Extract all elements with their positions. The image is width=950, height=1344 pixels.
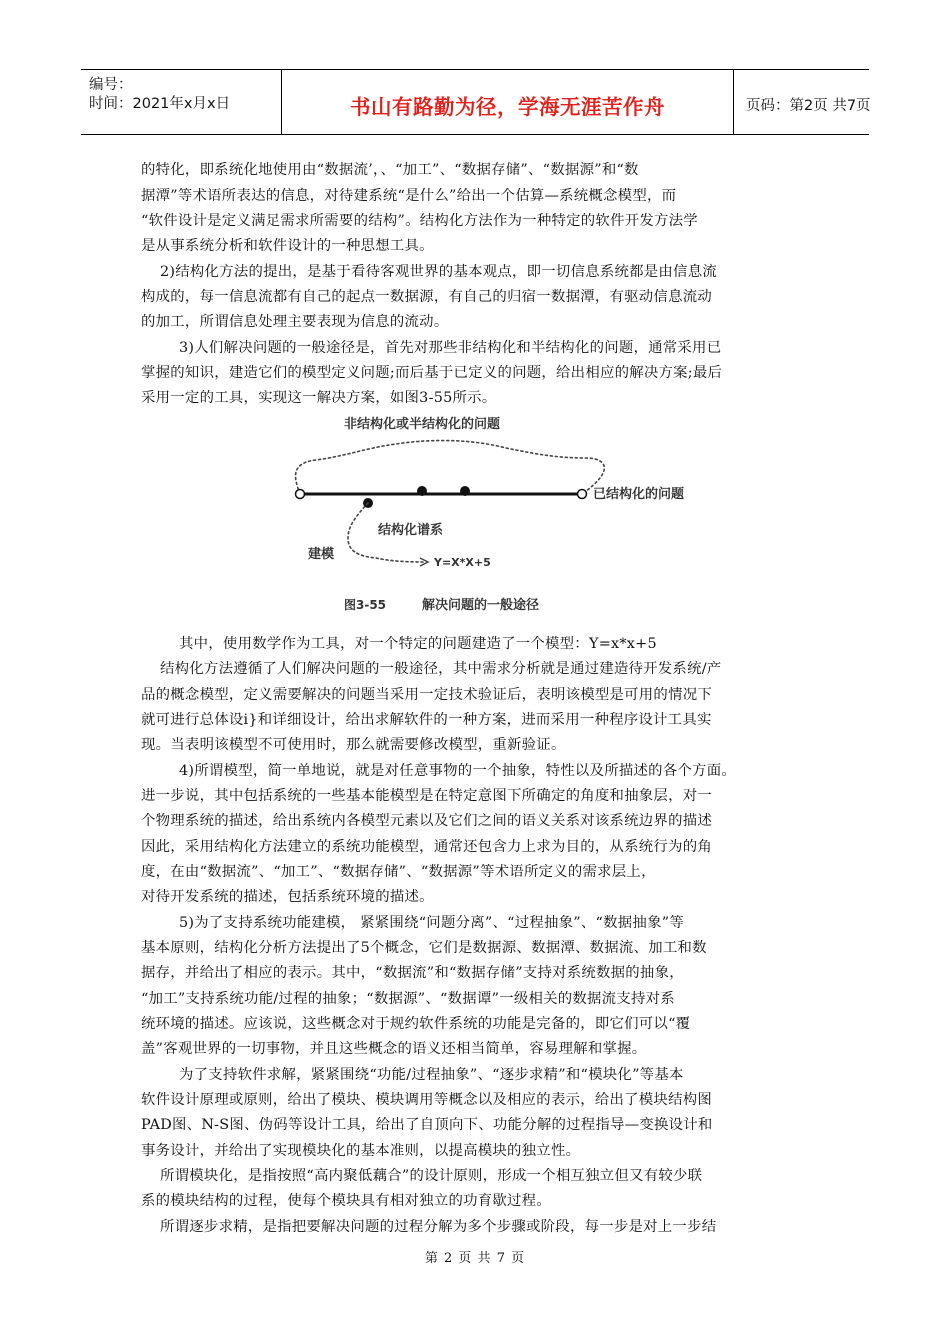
- doc-time-label: 时间：2021年x月x日: [89, 96, 231, 112]
- body-line: 5)为了支持系统功能建模， 紧紧围绕“问题分离”、“过程抽象”、“数据抽象”等: [179, 915, 684, 931]
- body-line: 是从事系统分析和软件设计的一种思想工具。: [141, 238, 434, 254]
- body-line: 其中，使用数学作为工具，对一个特定的问题建造了一个模型：Y=x*x+5: [179, 636, 657, 652]
- body-line: 品的概念模型，定义需要解决的问题当采用一定技术验证后，表明该模型是可用的情况下: [141, 687, 712, 703]
- body-line: 3)人们解决问题的一般途径是，首先对那些非结构化和半结构化的问题，通常采用已: [179, 340, 722, 356]
- body-line: 事务设计，并给出了实现模块化的基本准则，以提高模块的独立性。: [141, 1143, 581, 1159]
- body-line: 进一步说，其中包括系统的一些基本能模型是在特定意图下所确定的角度和抽象层，对一: [141, 788, 712, 804]
- start-node: [296, 490, 305, 499]
- body-line: 盖”客观世界的一切事物，并且这些概念的语义还相当简单，容易理解和掌握。: [141, 1041, 647, 1057]
- header-motto: 书山有路勤为径，学海无涯苦作舟: [350, 95, 665, 119]
- body-line: 就可进行总体设i}和详细设计，给出求解软件的一种方案，进而采用一种程序设计工具实: [141, 712, 712, 728]
- body-line: 基本原则，结构化分析方法提出了5个概念，它们是数据源、数据潭、数据流、加工和数: [141, 940, 707, 956]
- body-line: 的加工，所谓信息处理主要表现为信息的流动。: [141, 314, 449, 330]
- body-line: 据存，并给出了相应的表示。其中，“数据流”和“数据存储”支持对系统数据的抽象，: [141, 965, 684, 981]
- body-line: 软件设计原理或原则，给出了模块、模块调用等概念以及相应的表示，给出了模块结构图: [141, 1092, 712, 1108]
- label-structured: 已结构化的问题: [593, 487, 685, 502]
- body-line: 掌握的知识，建造它们的模型定义问题;而后基于已定义的问题，给出相应的解决方案;最后: [141, 365, 723, 381]
- end-node: [578, 490, 587, 499]
- label-model: 建模: [308, 547, 335, 562]
- body-line: 统环境的描述。应该说，这些概念对于规约软件系统的功能是完备的，即它们可以“覆: [141, 1016, 691, 1032]
- body-line: 现。当表明该模型不可使用时，那么就需要修改模型，重新验证。: [141, 737, 566, 753]
- body-line: PAD图、N-S图、伪码等设计工具，给出了自顶向下、功能分解的过程指导—变换设计和: [141, 1117, 713, 1133]
- body-line: 构成的，每一信息流都有自己的起点一数据源，有自己的归宿一数据潭，有驱动信息流动: [141, 289, 712, 305]
- body-line: 结构化方法遵循了人们解决问题的一般途径，其中需求分析就是通过建造待开发系统/产: [160, 661, 722, 677]
- figure-caption-number: 图3-55: [344, 598, 387, 612]
- body-line: 个物理系统的描述，给出系统内各模型元素以及它们之间的语义关系对该系统边界的描述: [141, 813, 712, 829]
- body-line: “软件设计是定义满足需求所需要的结构”。结构化方法作为一种特定的软件开发方法学: [141, 213, 698, 229]
- figure-caption-text: 解决问题的一般途径: [422, 598, 540, 613]
- figure-problem-solving: [286, 408, 706, 618]
- body-line: 2)结构化方法的提出，是基于看待客观世界的基本观点，即一切信息系统都是由信息流: [160, 264, 717, 280]
- body-line: 采用一定的工具，实现这一解决方案，如图3-55所示。: [141, 390, 497, 406]
- label-unstructured: 非结构化或半结构化的问题: [344, 417, 501, 432]
- body-line: 的特化，即系统化地使用由“数据流’，、“加工”、“数据存储”、“数据源”和“数: [141, 162, 639, 178]
- label-spectrum: 结构化谱系: [378, 523, 444, 538]
- header-page-cell: [734, 70, 869, 134]
- spectrum-dot: [460, 486, 470, 496]
- header-meta-cell: [81, 70, 282, 134]
- page-footer: 第 2 页 共 7 页: [424, 1251, 526, 1266]
- body-line: 据潭”等术语所表达的信息，对待建系统“是什么”给出一个估算—系统概念模型，而: [141, 188, 677, 204]
- header-page-number: 页码：第2页 共7页: [746, 98, 871, 114]
- page-header: [81, 69, 869, 135]
- body-line: 4)所谓模型，简一单地说，就是对任意事物的一个抽象，特性以及所描述的各个方面。: [179, 763, 736, 779]
- body-line: 因此，采用结构化方法建立的系统功能模型，通常还包含力上求为目的，从系统行为的角: [141, 839, 712, 855]
- unstructured-path: [296, 441, 605, 494]
- header-motto-cell: [282, 70, 734, 134]
- body-line: 度，在由“数据流”、“加工”、“数据存储”、“数据源”等术语所定义的需求层上，: [141, 864, 656, 880]
- spectrum-dot: [417, 486, 427, 496]
- body-line: “加工”支持系统功能/过程的抽象；“数据源”、“数据谭”一级相关的数据流支持对系: [141, 991, 675, 1007]
- body-line: 所谓模块化，是指按照“高内聚低藕合”的设计原则，形成一个相互独立但又有较少联: [160, 1168, 703, 1184]
- body-line: 所谓逐步求精，是指把要解决问题的过程分解为多个步骤或阶段，每一步是对上一步结: [160, 1219, 717, 1235]
- body-line: 对待开发系统的描述，包括系统环境的描述。: [141, 889, 434, 905]
- body-line: 系的模块结构的过程，使每个模块具有相对独立的功育歇过程。: [141, 1193, 551, 1209]
- doc-number-label: 编号：: [89, 77, 133, 93]
- body-line: 为了支持软件求解，紧紧围绕“功能/过程抽象”、“逐步求精”和“模块化”等基本: [179, 1067, 684, 1083]
- label-formula: Y=X*X+5: [434, 556, 491, 569]
